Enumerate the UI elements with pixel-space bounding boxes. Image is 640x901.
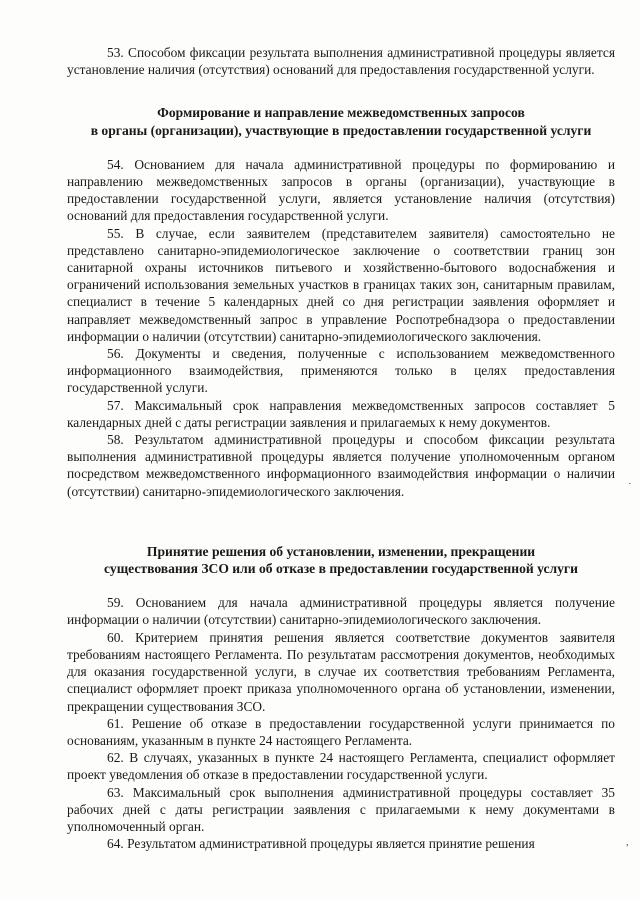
scan-artifact-mark: , <box>626 836 629 848</box>
paragraph-61: 61. Решение об отказе в предоставлении государственной услуги принимается по основаниям, указанным в пункте 24 настоящего Регламента. <box>67 715 615 748</box>
paragraph-63: 63. Максимальный срок выполнения административной процедуры составляет 35 рабочих дней с даты регистрации заявления с прилагаемыми к нему документами в уполномоченный орган. <box>67 784 615 834</box>
paragraph-58: 58. Результатом административной процедуры и способом фиксации результата выполнения административной процедуры является получение уполномоченным органом посредством межведомственного информационного взаимодействия информации о наличии (отсутствии) санитарно-эпидемиологического заключения. <box>67 432 615 499</box>
paragraph-62: 62. В случаях, указанных в пункте 24 настоящего Регламента, специалист оформляет проект уведомления об отказе в предоставлении государственной услуги. <box>67 750 615 783</box>
section-heading-line-2: существования ЗСО или об отказе в предоставлении государственной услуги <box>104 561 578 577</box>
paragraph-55: 55. В случае, если заявителем (представителем заявителя) самостоятельно не представлено санитарно-эпидемиологическое заключение о соответствии границ зон санитарной охраны источников питьевого и хозяйственно-бытового водоснабжения и ограничений использования земельных участков в границах таких зон, санитарным правилам, специалист в течение 5 календарных дней со дня регистрации заявления оформляет и направляет межведомственный запрос в управление Роспотребнадзора о предоставлении информации о наличии (отсутствии) санитарно-эпидемиологического заключения. <box>67 225 615 344</box>
scan-artifact-mark: · <box>628 478 632 490</box>
paragraph-64: 64. Результатом административной процедуры является принятие решения <box>107 836 535 852</box>
document-body <box>67 44 615 852</box>
paragraph-53: 53. Способом фиксации результата выполнения административной процедуры является установление наличия (отсутствия) оснований для предоставления государственной услуги. <box>67 45 615 78</box>
section-heading-line-1: Формирование и направление межведомственных запросов <box>157 105 525 121</box>
section-heading-line-1: Принятие решения об установлении, изменении, прекращении <box>146 543 536 559</box>
paragraph-59: 59. Основанием для начала административной процедуры является получение информации о наличии (отсутствии) санитарно-эпидемиологического заключения. <box>67 595 615 628</box>
paragraph-57: 57. Максимальный срок направления межведомственных запросов составляет 5 календарных дней с даты регистрации заявления и прилагаемых к нему документов. <box>67 397 615 430</box>
paragraph-60: 60. Критерием принятия решения является соответствие документов заявителя требованиям настоящего Регламента. По результатам рассмотрения документов, необходимых для оказания государственной услуги, в случае их соответствия требованиям Регламента, специалист оформляет проект приказа уполномоченного органа об установлении, изменении, прекращении существования ЗСО. <box>67 629 615 714</box>
section-heading-line-2: в органы (организации), участвующие в предоставлении государственной услуги <box>90 122 592 138</box>
paragraph-54: 54. Основанием для начала административной процедуры по формированию и направлению межведомственных запросов в органы (организации), участвующие в предоставлении государственной услуги, является установление наличия (отсутствия) оснований для предоставления государственной услуги. <box>67 156 615 224</box>
paragraph-56: 56. Документы и сведения, полученные с использованием межведомственного информационного взаимодействия, применяются только в целях предоставления государственной услуги. <box>67 346 615 396</box>
